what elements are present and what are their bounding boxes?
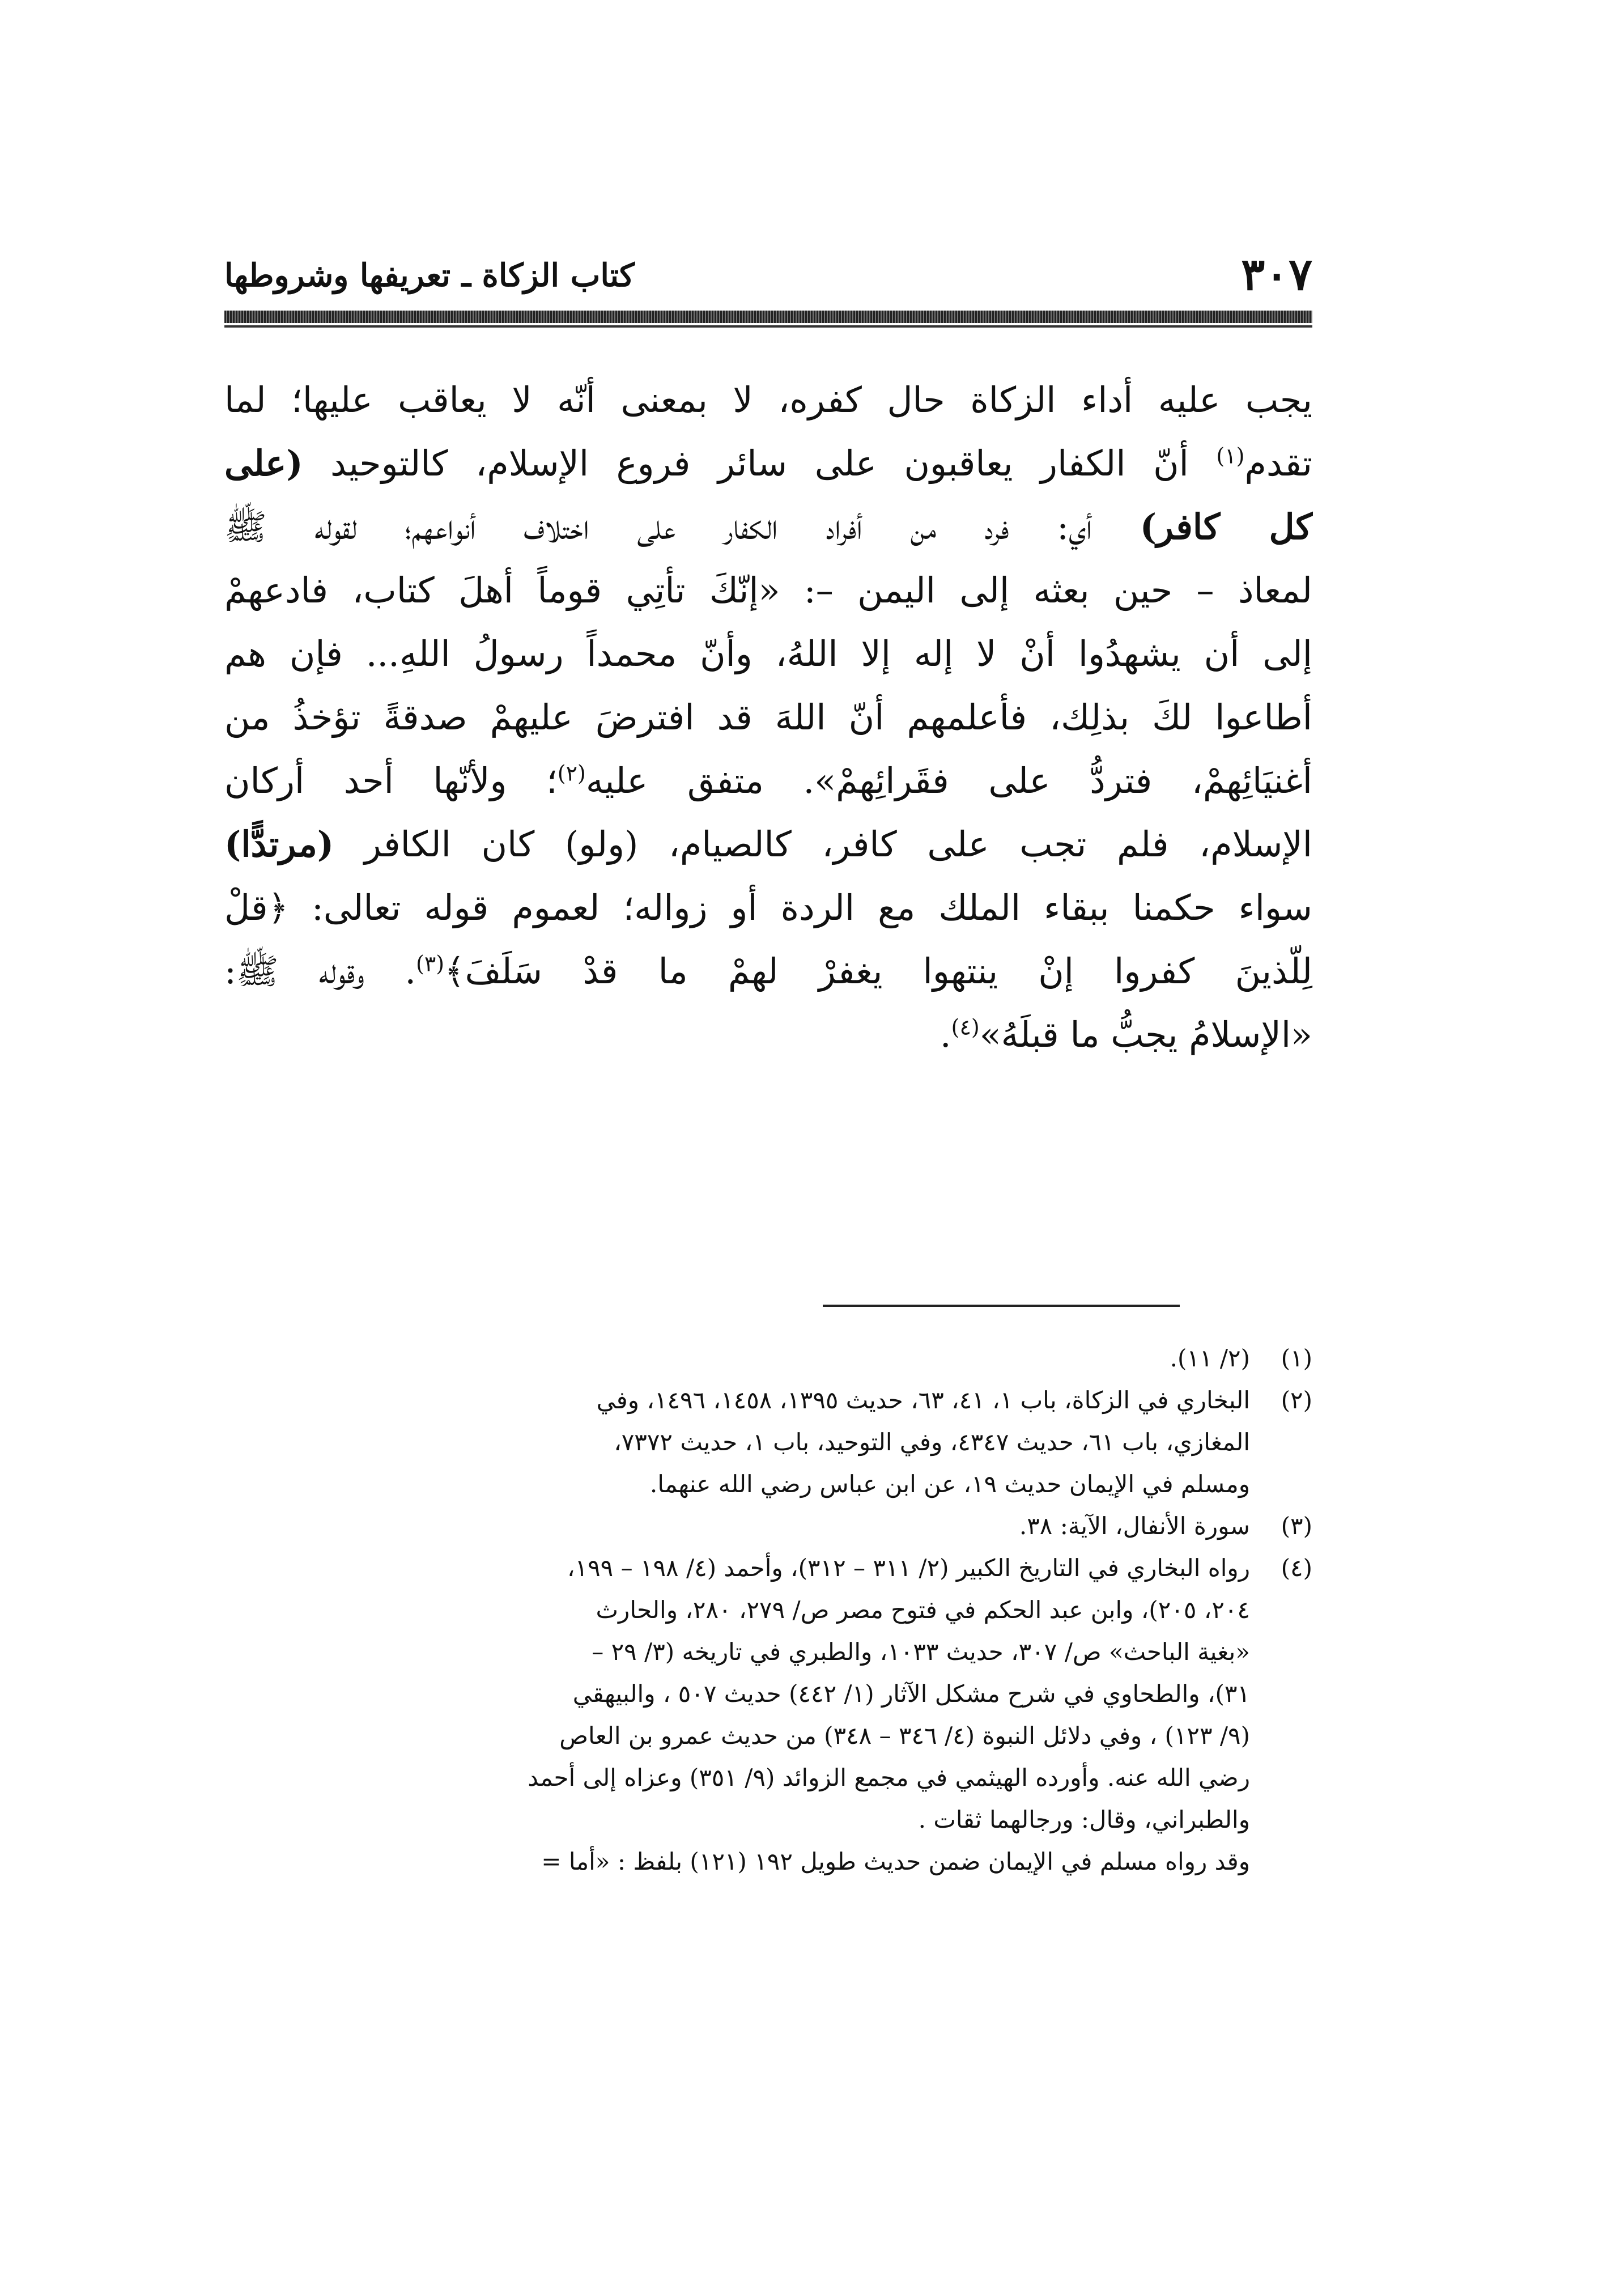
footnote-marker: (٤) [1281,1554,1312,1582]
footnote-4-line: ٣١)، والطحاوي في شرح مشكل الآثار (١/ ٤٤٢) حديث ٥٠٧ ، والبيهقي [572,1680,1250,1708]
chapter-title: كتاب الزكاة ـ تعريفها وشروطها [224,257,635,294]
footnote-2-line: ومسلم في الإيمان حديث ١٩، عن ابن عباس رضي الله عنهما. [649,1470,1250,1498]
footnote-divider [823,1305,1180,1307]
text-line: كل كافر) أي: فرد من أفراد الكفار على اختلاف أنواعهم؛ لقوله ﷺ [224,506,1312,547]
text-line: تقدم$^{(١)}$ أنّ الكفار يعاقبون على سائر فروع الإسلام، كالتوحيد (على [224,443,1312,484]
footnote-ref-3: (٣) [416,951,445,976]
text-line: لمعاذ – حين بعثه إلى اليمن –: «إنّكَ تأتِي قوماً أهلَ كتاب، فادعهمْ [224,570,1312,611]
text-line: يجب عليه أداء الزكاة حال كفره، لا بمعنى أنّه لا يعاقب عليها؛ لما [224,379,1312,421]
page-header [224,249,1312,300]
footnote-3: (٣)سورة الأنفال، الآية: ٣٨. [224,1505,1312,1547]
text-line: إلى أن يشهدُوا أنْ لا إله إلا اللهُ، وأنّ محمداً رسولُ اللهِ... فإن هم [224,633,1312,674]
footnotes [224,1337,1312,1883]
main-text [224,368,1312,1067]
text-line: سواء حكمنا ببقاء الملك مع الردة أو زواله؛ لعموم قوله تعالى: ﴿قلْ [224,887,1312,928]
footnote-1: (١)(٢/ ١١). [224,1337,1312,1379]
text-line: أطاعوا لكَ بذلِك، فأعلمهم أنّ اللهَ قد افترضَ عليهمْ صدقةً تؤخذُ من [224,697,1312,738]
footnote-marker: (١) [1281,1344,1312,1372]
footnote-ref-4: (٤) [951,1014,980,1040]
footnote-4-line: رضي الله عنه. وأورده الهيثمي في مجمع الزوائد (٩/ ٣٥١) وعزاه إلى أحمد [528,1764,1250,1791]
text-line: الإسلام، فلم تجب على كافر، كالصيام، (ولو) كان الكافر (مرتدًّا) [224,823,1312,865]
footnote-4-line: (٩/ ١٢٣) ، وفي دلائل النبوة (٤/ ٣٤٦ – ٣٤٨) من حديث عمرو بن العاص [559,1722,1250,1750]
footnote-4-line: والطبراني، وقال: ورجالهما ثقات . [918,1806,1250,1833]
text-line: أغنيَائِهمْ، فتردُّ على فقَرائِهمْ». متفق عليه$^{(٢)}$؛ ولأنّها أحد أركان [224,760,1312,801]
footnote-4-line: وقد رواه مسلم في الإيمان ضمن حديث طويل ١٩٢ (١٢١) بلفظ : «أما = [541,1848,1250,1875]
footnote-marker: (٣) [1281,1512,1312,1540]
footnote-ref-1: (١) [1216,443,1245,469]
footnote-2-line: المغازي، باب ٦١، حديث ٤٣٤٧، وفي التوحيد، باب ١، حديث ٧٣٧٢، [614,1428,1250,1456]
text-line: «الإسلامُ يجبُّ ما قبلَهُ»$^{(٤)}$. [939,1014,1312,1055]
footnote-4-line: ٢٠٤، ٢٠٥)، وابن عبد الحكم في فتوح مصر ص/ ٢٧٩، ٢٨٠، والحارث [596,1596,1250,1624]
footnote-marker: (٢) [1281,1386,1312,1414]
page-number: ٣٠٧ [1241,249,1312,300]
footnote-2: (٢)البخاري في الزكاة، باب ١، ٤١، ٦٣، حديث ١٣٩٥، ١٤٥٨، ١٤٩٦، وفي [224,1379,1312,1421]
footnote-ref-2: (٢) [557,761,586,786]
footnote-4-line: «بغية الباحث» ص/ ٣٠٧، حديث ١٠٣٣، والطبري في تاريخه (٣/ ٢٩ – [592,1638,1250,1666]
header-rule [224,311,1312,323]
text-line: لِلّذينَ كفروا إنْ ينتهوا يغفرْ لهمْ ما قدْ سَلَفَ﴾$^{(٣)}$. وقوله ﷺ: [224,950,1312,992]
footnote-4: (٤)رواه البخاري في التاريخ الكبير (٢/ ٣١١ – ٣١٢)، وأحمد (٤/ ١٩٨ – ١٩٩، [224,1547,1312,1589]
